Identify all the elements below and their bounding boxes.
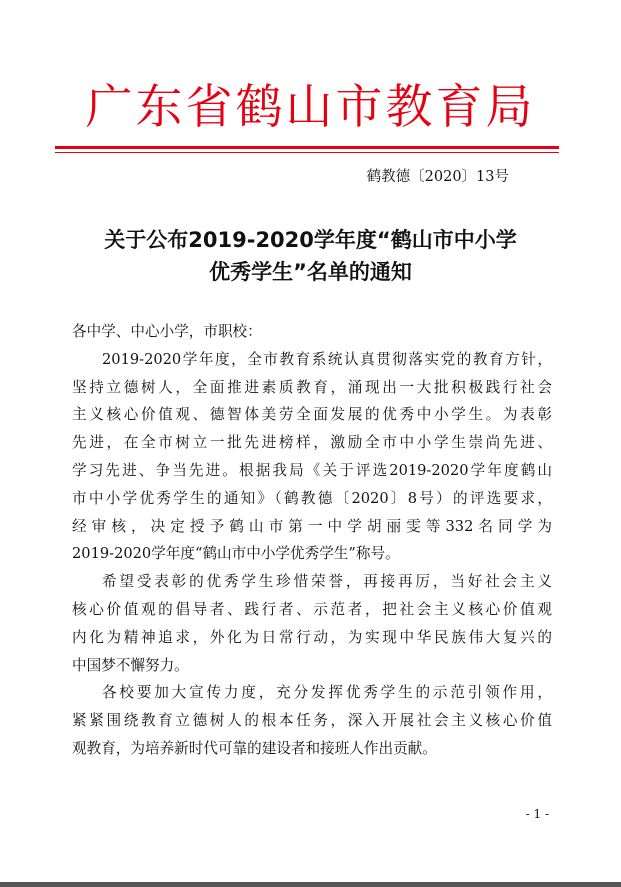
notice-title-line-2: 优秀学生”名单的通知 xyxy=(209,260,412,284)
paragraph-line: 经审核，决定授予鹤山市第一中学胡丽雯等332名同学为 xyxy=(72,517,552,535)
paragraph-line: 各校要加大宣传力度，充分发挥优秀学生的示范引领作用， xyxy=(102,684,552,702)
notice-body xyxy=(72,318,552,763)
notice-title-line-1: 关于公布2019-2020学年度“鹤山市中小学 xyxy=(104,228,517,252)
paragraph-1 xyxy=(72,346,552,568)
paragraph-line: 学习先进、争当先进。根据我局《关于评选2019-2020学年度鹤山 xyxy=(72,461,552,479)
paragraph-line: 中国梦不懈努力。 xyxy=(72,656,189,674)
paragraph-line: 2019-2020学年度“鹤山市中小学优秀学生”称号。 xyxy=(72,545,400,563)
document-number: 鹤教德〔2020〕13号 xyxy=(366,169,509,185)
letterhead-rule-thick xyxy=(55,146,559,149)
paragraph-line: 希望受表彰的优秀学生珍惜荣誉，再接再厉，当好社会主义 xyxy=(102,573,552,591)
paragraph-line: 市中小学优秀学生的通知》（鹤教德〔2020〕8号）的评选要求， xyxy=(72,489,552,507)
paragraph-line: 主义核心价值观、德智体美劳全面发展的优秀中小学生。为表彰 xyxy=(72,406,552,424)
paragraph-line: 观教育，为培养新时代可靠的建设者和接班人作出贡献。 xyxy=(72,739,437,757)
salutation: 各中学、中心小学，市职校： xyxy=(72,323,262,340)
viewer-bottom-edge xyxy=(0,882,621,887)
letterhead-title: 广东省鹤山市教育局 xyxy=(85,80,536,135)
notice-title xyxy=(0,224,621,288)
paragraph-line: 核心价值观的倡导者、践行者、示范者，把社会主义核心价值观 xyxy=(72,600,552,618)
page-number: - 1 - xyxy=(525,807,549,821)
paragraph-line: 先进，在全市树立一批先进榜样，激励全市中小学生崇尚先进、 xyxy=(72,434,552,452)
paragraph-line: 内化为精神追求，外化为日常行动，为实现中华民族伟大复兴的 xyxy=(72,628,552,646)
paragraph-line: 坚持立德树人，全面推进素质教育，涌现出一大批积极践行社会 xyxy=(72,378,552,396)
paragraph-3 xyxy=(72,679,552,762)
letterhead-rule-thin xyxy=(55,152,559,153)
paragraph-line: 紧紧围绕教育立德树人的根本任务，深入开展社会主义核心价值 xyxy=(72,712,552,730)
paragraph-line: 2019-2020学年度，全市教育系统认真贯彻落实党的教育方针， xyxy=(102,350,552,368)
paragraph-2 xyxy=(72,568,552,679)
